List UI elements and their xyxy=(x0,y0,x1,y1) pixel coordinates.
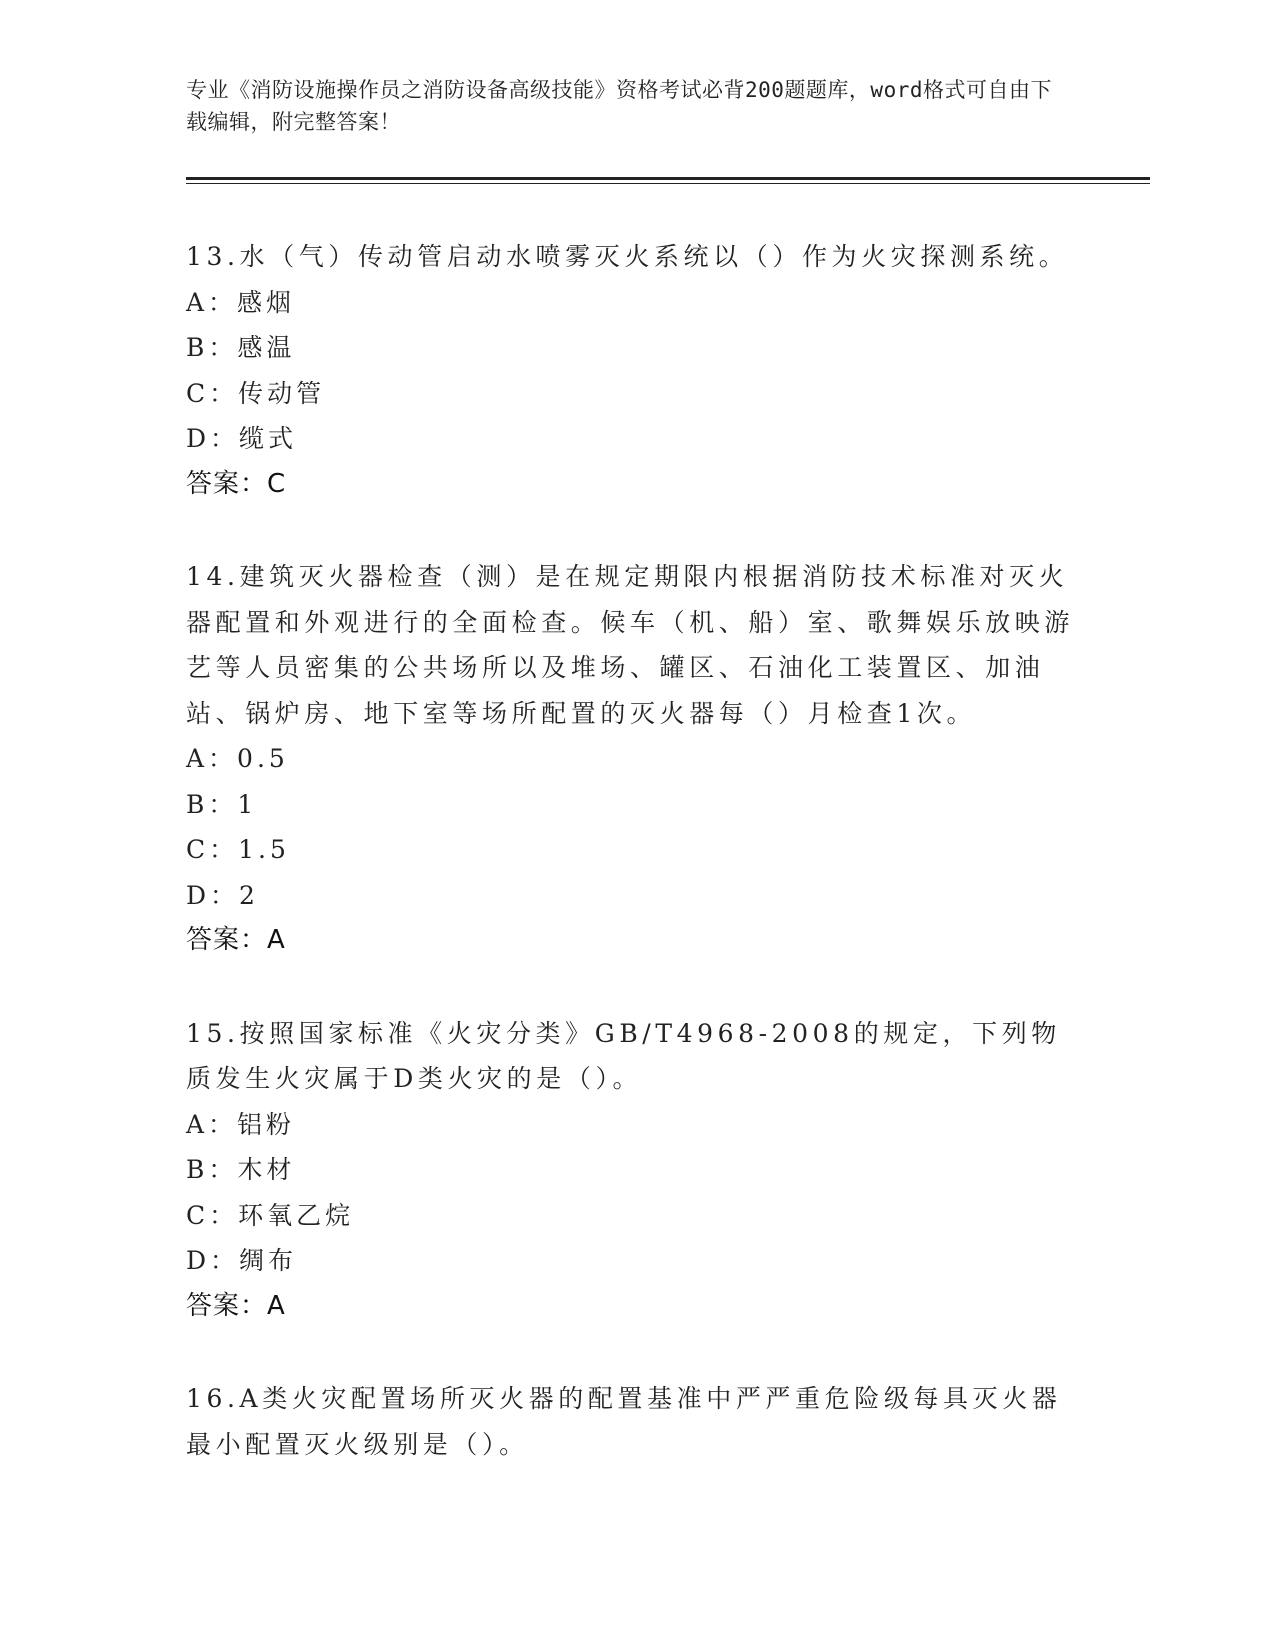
answer-line: 答案：A xyxy=(186,925,286,955)
answer-line: 答案：C xyxy=(186,468,287,499)
question-16 xyxy=(186,1376,1086,1467)
option-b: B：1 xyxy=(186,789,258,819)
option-d: D：缆式 xyxy=(186,424,298,453)
header-divider-thick xyxy=(186,177,1150,180)
question-stem: 16.A类火灾配置场所灭火器的配置基准中严严重危险级每具灭火器最小配置灭火级别是（）。 xyxy=(186,1384,1062,1459)
option-c: C：1.5 xyxy=(186,835,290,864)
question-stem: 14.建筑灭火器检查（测）是在规定期限内根据消防技术标准对灭火器配置和外观进行的全面检查。候车（机、船）室、歌舞娱乐放映游艺等人员密集的公共场所以及堆场、罐区、石油化工装置区、加油站、锅炉房、地下室等场所配置的灭火器每（）月检查1次。 xyxy=(186,562,1075,728)
option-d: D：2 xyxy=(186,880,259,910)
question-13 xyxy=(186,234,1086,507)
answer-line: 答案：A xyxy=(186,1290,286,1321)
option-b: B：木材 xyxy=(186,1155,296,1184)
option-d: D：绸布 xyxy=(186,1246,298,1275)
question-15 xyxy=(186,1011,1086,1330)
question-stem: 13.水（气）传动管启动水喷雾灭火系统以（）作为火灾探测系统。 xyxy=(186,242,1069,271)
document-header: 专业《消防设施操作员之消防设备高级技能》资格考试必背200题题库，word格式可自由下载编辑，附完整答案！ xyxy=(186,78,1052,134)
option-b: B：感温 xyxy=(186,333,296,362)
question-14 xyxy=(186,554,1086,964)
option-c: C：传动管 xyxy=(186,378,326,408)
header-divider-thin xyxy=(186,183,1150,184)
option-a: A：铝粉 xyxy=(186,1109,296,1139)
option-c: C：环氧乙烷 xyxy=(186,1200,355,1230)
question-list xyxy=(186,234,1086,1514)
option-a: A：0.5 xyxy=(186,744,289,773)
option-a: A：感烟 xyxy=(186,287,296,317)
question-stem: 15.按照国家标准《火灾分类》GB/T4968-2008的规定，下列物质发生火灾属于D类火灾的是（）。 xyxy=(186,1018,1061,1093)
